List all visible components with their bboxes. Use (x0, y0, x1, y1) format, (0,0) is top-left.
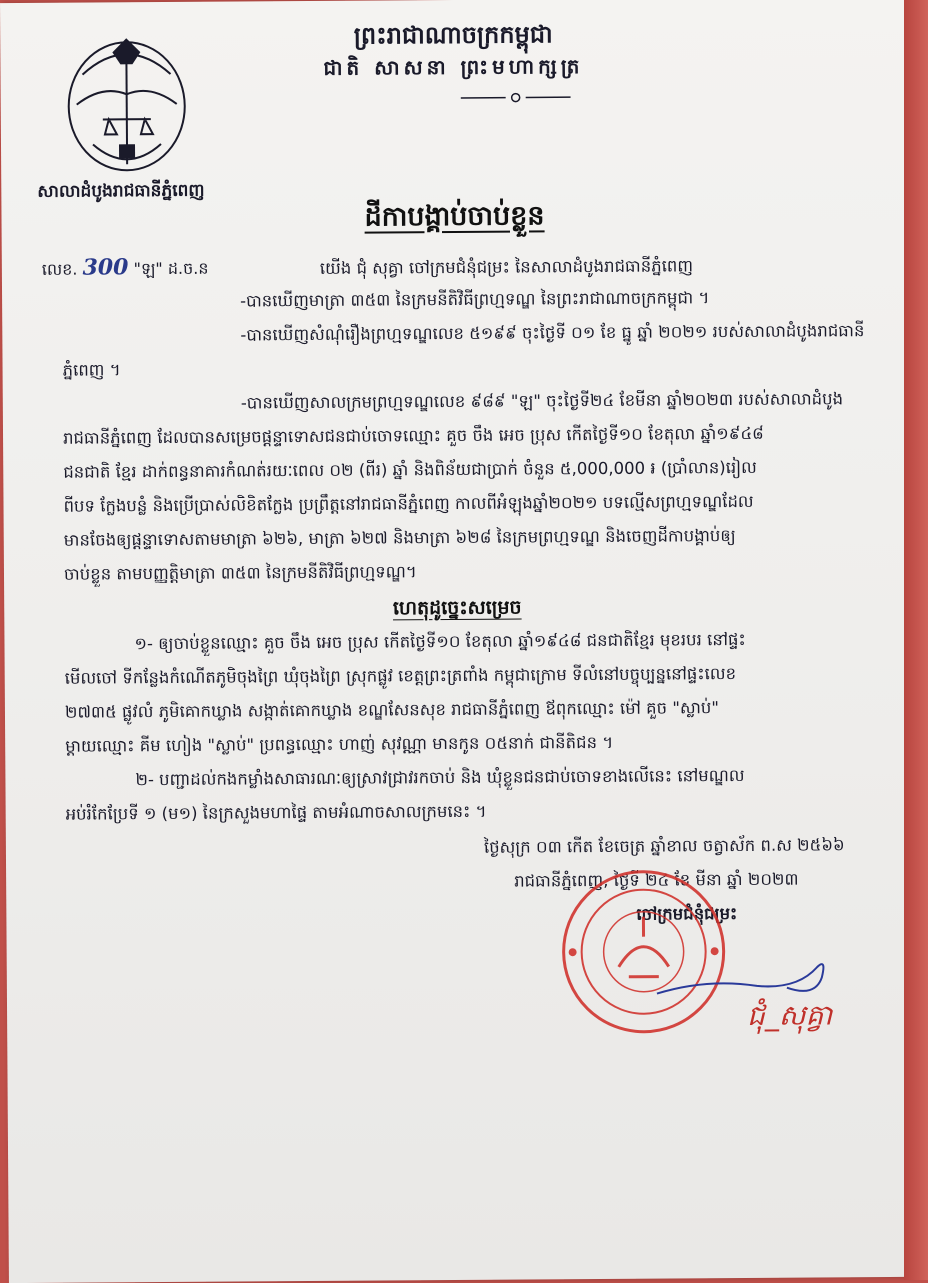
consideration-line: -បានឃើញសំណុំរឿងព្រហ្មទណ្ឌលេខ ៥១៩៩ ចុះថ្ងៃទី ០១ ខែ ធ្នូ ឆ្នាំ ២០២១ របស់សាលាដំបូងរាជធានី (240, 321, 865, 345)
decision-line: មើលចៅ ទីកន្លែងកំណើតភូមិចុងព្រៃ ឃុំចុងព្រៃ ស្រុកផ្លូវ ខេត្តព្រះត្រពាំង កម្ពុជាក្រោម ទីលំនៅបច្ចុប្បន្ននៅផ្ទះលេខ (64, 664, 737, 688)
signatory-title: ចៅក្រមជំនុំជម្រះ (636, 904, 738, 924)
section-title: ហេតុដូច្នេះសម្រេច (392, 596, 522, 620)
signatory-name: ជុំ_សុគ្វា (746, 998, 833, 1032)
kingdom-title: ព្រះរាជាណាចក្រកម្ពុជា (353, 20, 553, 50)
decision-line: ២៧៣៥ ផ្លូវលំ ភូមិគោកឃ្លាង សង្កាត់គោកឃ្លាង ខណ្ឌសែនសុខ រាជធានីភ្នំពេញ ឪពុកឈ្មោះ ម៉ៅ គួច "ស្លាប់" (64, 698, 719, 722)
consideration-line: -បានឃើញសាលក្រមព្រហ្មទណ្ឌលេខ ៩៨៩ "ឡ" ចុះថ្ងៃទី២៤ ខែមីនា ឆ្នាំ២០២៣ របស់សាលាដំបូង (240, 389, 844, 413)
decision-line: ម្តាយឈ្មោះ គីម ហៀង "ស្លាប់" ប្រពន្ធឈ្មោះ ហាញ់ សុវណ្ណា មានកូន ០៥នាក់ ជានីតិជន ។ (65, 732, 614, 756)
consideration-line: មានចែងឲ្យផ្តន្ទាទោសតាមមាត្រា ៦២៦, មាត្រា ៦២៧ និងមាត្រា ៦២៨ នៃក្រមព្រហ្មទណ្ឌ និងចេញដីកាបង្គាប់ឲ្យ (63, 526, 736, 550)
decision-line: ១- ឲ្យចាប់ខ្លួនឈ្មោះ គួច ចឹង អេច ប្រុស កើតថ្ងៃទី១០ ខែតុលា ឆ្នាំ១៩៤៨ ជនជាតិខ្មែរ មុខរបរ នៅផ្ទះ (134, 629, 746, 654)
reference-suffix: "ឡ" ដ.ច.ន (133, 258, 209, 279)
decision-line: អប់រំកែប្រែទី ១ (ម១) នៃក្រសួងមហាផ្ទៃ តាមអំណាចសាលក្រមនេះ ។ (65, 801, 487, 824)
consideration-line: រាជធានីភ្នំពេញ ដែលបានសម្រេចផ្តន្ទាទោសជនជាប់ចោទឈ្មោះ គួច ចឹង អេច ប្រុស កើតថ្ងៃទី១០ ខែតុលា ឆ្នាំ១៩៤៨ (62, 423, 764, 448)
court-name: សាលាដំបូងរាជធានីភ្នំពេញ (37, 180, 205, 202)
background-edge (904, 0, 928, 1280)
intro-line: យើង ជុំ សុគ្វា ចៅក្រមជំនុំជម្រះ នៃសាលាដំបូងរាជធានីភ្នំពេញ (319, 256, 694, 278)
consideration-line: -បានឃើញមាត្រា ៣៥៣ នៃក្រមនីតិវិធីព្រហ្មទណ្ឌ នៃព្រះរាជាណាចក្រកម្ពុជា ។ (240, 288, 710, 311)
divider-ornament-icon (461, 91, 571, 104)
reference-prefix: លេខ. (41, 259, 78, 279)
consideration-line: ជនជាតិ ខ្មែរ ដាក់ពន្ធនាគារកំណត់រយៈពេល ០២ (ពីរ) ឆ្នាំ និងពិន័យជាប្រាក់ ចំនួន ៥,000,000 ៛ (ប្រាំលាន)រៀល (63, 457, 757, 482)
consideration-line: ចាប់ខ្លួន តាមបញ្ញត្តិមាត្រា ៣៥៣ នៃក្រមនីតិវិធីព្រហ្មទណ្ឌ។ (63, 562, 417, 584)
lunar-date: ថ្ងៃសុក្រ ០៣ កើត ខែចេត្រ ឆ្នាំខាល ចត្វាស័ក ព.ស ២៥៦៦ (483, 835, 845, 857)
national-motto: ជាតិ សាសនា ព្រះមហាក្សត្រ (323, 54, 584, 80)
document-title: ដីកាបង្គាប់ចាប់ខ្លួន (364, 200, 545, 233)
reference-number (42, 254, 209, 283)
decision-line: ២- បញ្ជាដល់កងកម្លាំងសាធារណៈឲ្យស្រាវជ្រាវរកចាប់ និង ឃុំខ្លួនជនជាប់ចោទខាងលើនេះ នៅមណ្ឌល (135, 765, 745, 790)
solar-date: រាជធានីភ្នំពេញ, ថ្ងៃទី ២៤ ខែ មីនា ឆ្នាំ ២០២៣ (514, 869, 799, 891)
consideration-line: ពីបទ ក្លែងបន្លំ និងប្រើប្រាស់លិខិតក្លែង ប្រព្រឹត្តនៅរាជធានីភ្នំពេញ កាលពីអំឡុងឆ្នាំ២០២១ បទល្មើសព្រហ្មទណ្ឌដែល (63, 491, 754, 516)
reference-handwritten-number: 300 (82, 254, 129, 281)
consideration-line: ភ្នំពេញ ។ (62, 360, 121, 380)
